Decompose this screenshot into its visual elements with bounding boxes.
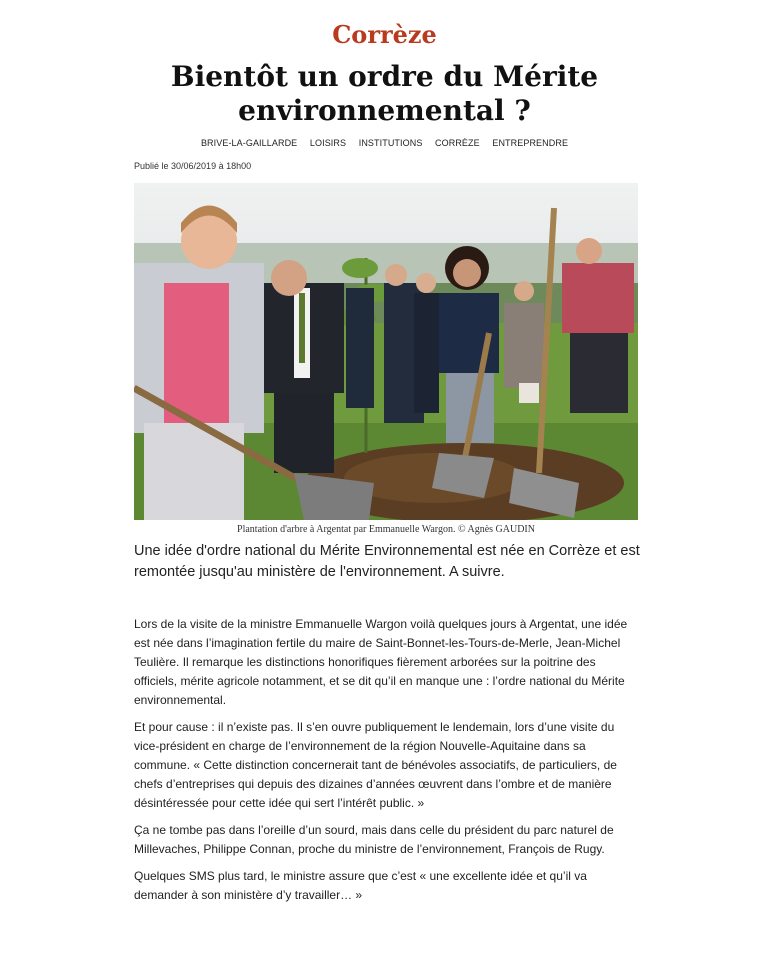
tag-link[interactable]: INSTITUTIONS [358, 138, 423, 148]
article-body [134, 615, 640, 913]
article-headline: Bientôt un ordre du Mérite environnemental ? [170, 60, 599, 127]
tag-link[interactable]: ENTREPRENDRE [492, 138, 569, 148]
tag-link[interactable]: LOISIRS [309, 138, 347, 148]
tag-link[interactable]: BRIVE-LA-GAILLARDE [200, 138, 298, 148]
paragraph: Quelques SMS plus tard, le ministre assure que c’est « une excellente idée et qu’il va demander à son ministère d’y travailler… » [134, 869, 587, 902]
photo-caption: Plantation d'arbre à Argentat par Emmanuelle Wargon. © Agnès GAUDIN [237, 524, 535, 535]
article-photo [134, 183, 638, 520]
tag-list [0, 138, 769, 148]
paragraph: Lors de la visite de la ministre Emmanuelle Wargon voilà quelques jours à Argentat, une idée est née dans l’imagination fertile du maire de Saint-Bonnet-les-Tours-de-Merle, Jean-Michel Teulière. Il remarque les distinctions honorifiques fièrement arborées sur la poitrine des officiels, mérite agricole notamment, et se dit qu’il en manque une : l’ordre national du Mérite environnemental. [134, 617, 628, 707]
section-title[interactable]: Corrèze [332, 20, 437, 49]
publication-date: Publié le 30/06/2019 à 18h00 [134, 161, 252, 171]
paragraph: Et pour cause : il n’existe pas. Il s’en ouvre publiquement le lendemain, lors d’une visite du vice-président en charge de l’environnement de la région Nouvelle-Aquitaine dans sa commune. « Cette distinction concernerait tant de bénévoles associatifs, de particuliers, de chefs d’entreprises qui depuis des dizaines d’années œuvrent dans l’ombre et de manière désintéressée pour cette idée qui sert l’intérêt public. » [134, 720, 617, 810]
tag-link[interactable]: CORRÈZE [435, 138, 480, 148]
article-lead: Une idée d'ordre national du Mérite Environnemental est née en Corrèze et est remontée jusqu'au ministère de l'environnement. A suivre. [134, 543, 640, 580]
paragraph: Ça ne tombe pas dans l’oreille d’un sourd, mais dans celle du président du parc naturel de Millevaches, Philippe Connan, proche du ministre de l’environnement, François de Rugy. [134, 823, 614, 856]
